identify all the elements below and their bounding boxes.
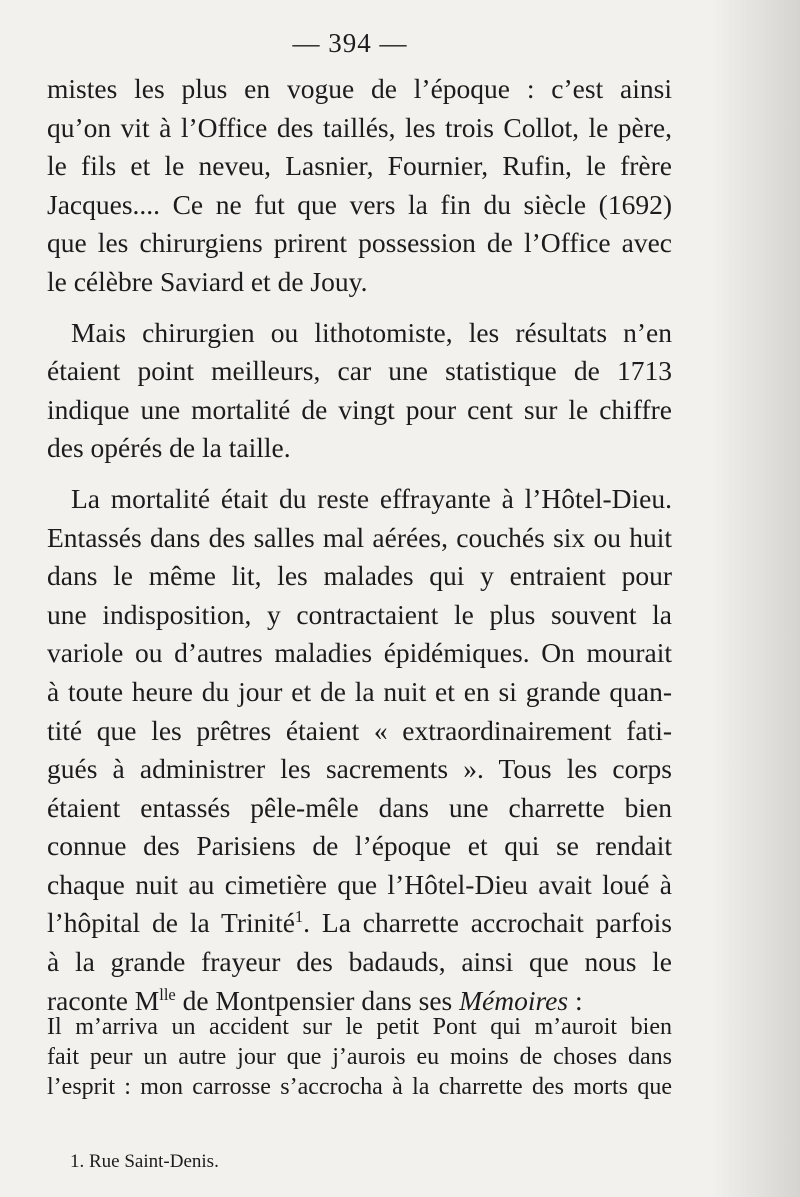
text-line: Mais chirurgien ou lithotomiste, les résultats n’en xyxy=(71,316,672,348)
text-line: une indisposition, y contractaient le plus souvent la xyxy=(47,598,672,630)
text-fragment: raconte M xyxy=(47,984,160,1016)
quote-line: fait peur un autre jour que j’aurois eu moins de choses dans xyxy=(47,1044,672,1070)
text-line: mistes les plus en vogue de l’époque : c’est ainsi xyxy=(47,73,672,104)
quote-line: l’esprit : mon carrosse s’accrocha à la charrette des morts que xyxy=(47,1074,672,1100)
text-fragment: . La charrette accrochait parfois xyxy=(303,907,672,939)
text-fragment: l’hôpital de la Trinité xyxy=(47,907,295,939)
book-title: Mémoires xyxy=(459,984,569,1016)
text-line: dans le même lit, les malades qui y entraient pour xyxy=(47,560,672,592)
paragraph-3 xyxy=(47,480,672,1020)
text-line: que les chirurgiens prirent possession de l’Office avec xyxy=(47,227,672,259)
text-line-with-footnote xyxy=(47,904,672,943)
footnote: 1. Rue Saint-Denis. xyxy=(70,1151,219,1172)
page-edge-shadow xyxy=(710,0,800,1197)
text-line: indique une mortalité de vingt pour cent sur le chiffre xyxy=(47,393,672,425)
body-text xyxy=(47,70,672,1032)
text-line: connue des Parisiens de l’époque et qui se rendait xyxy=(47,830,672,862)
text-line: gués à administrer les sacrements ». Tous les corps xyxy=(47,753,672,785)
text-line: le fils et le neveu, Lasnier, Fournier, Rufin, le frère xyxy=(47,150,672,182)
footnote-reference: 1 xyxy=(294,907,304,927)
text-line: à la grande frayeur des badauds, ainsi que nous le xyxy=(47,946,672,978)
quote-line: Il m’arriva un accident sur le petit Pont qui m’auroit bien xyxy=(47,1014,672,1040)
text-line: variole ou d’autres maladies épidémiques. On mourait xyxy=(47,637,672,669)
text-line: La mortalité était du reste effrayante à l’Hôtel-Dieu. xyxy=(71,482,672,514)
text-line: étaient entassés pêle-mêle dans une charrette bien xyxy=(47,791,672,823)
text-line: étaient point meilleurs, car une statistique de 1713 xyxy=(47,355,672,387)
paragraph-1 xyxy=(47,70,672,302)
text-fragment: de Montpensier dans ses xyxy=(175,984,460,1016)
text-line: chaque nuit au cimetière que l’Hôtel-Dieu avait loué à xyxy=(47,868,672,900)
text-line: Jacques.... Ce ne fut que vers la fin du siècle (1692) xyxy=(47,188,672,220)
paragraph-2 xyxy=(47,314,672,468)
text-line: le célèbre Saviard et de Jouy. xyxy=(47,265,368,297)
text-fragment: : xyxy=(568,984,583,1016)
text-line: Entassés dans des salles mal aérées, couchés six ou huit xyxy=(47,521,672,553)
superscript-abbrev: lle xyxy=(159,984,176,1004)
text-line: des opérés de la taille. xyxy=(47,432,291,464)
block-quote xyxy=(47,1012,672,1102)
page-number: — 394 — xyxy=(292,28,408,58)
text-line: qu’on vit à l’Office des taillés, les trois Collot, le père, xyxy=(47,111,672,143)
text-line: à toute heure du jour et de la nuit et en si grande quan- xyxy=(47,675,672,707)
text-line: tité que les prêtres étaient « extraordinairement fati- xyxy=(47,714,672,746)
